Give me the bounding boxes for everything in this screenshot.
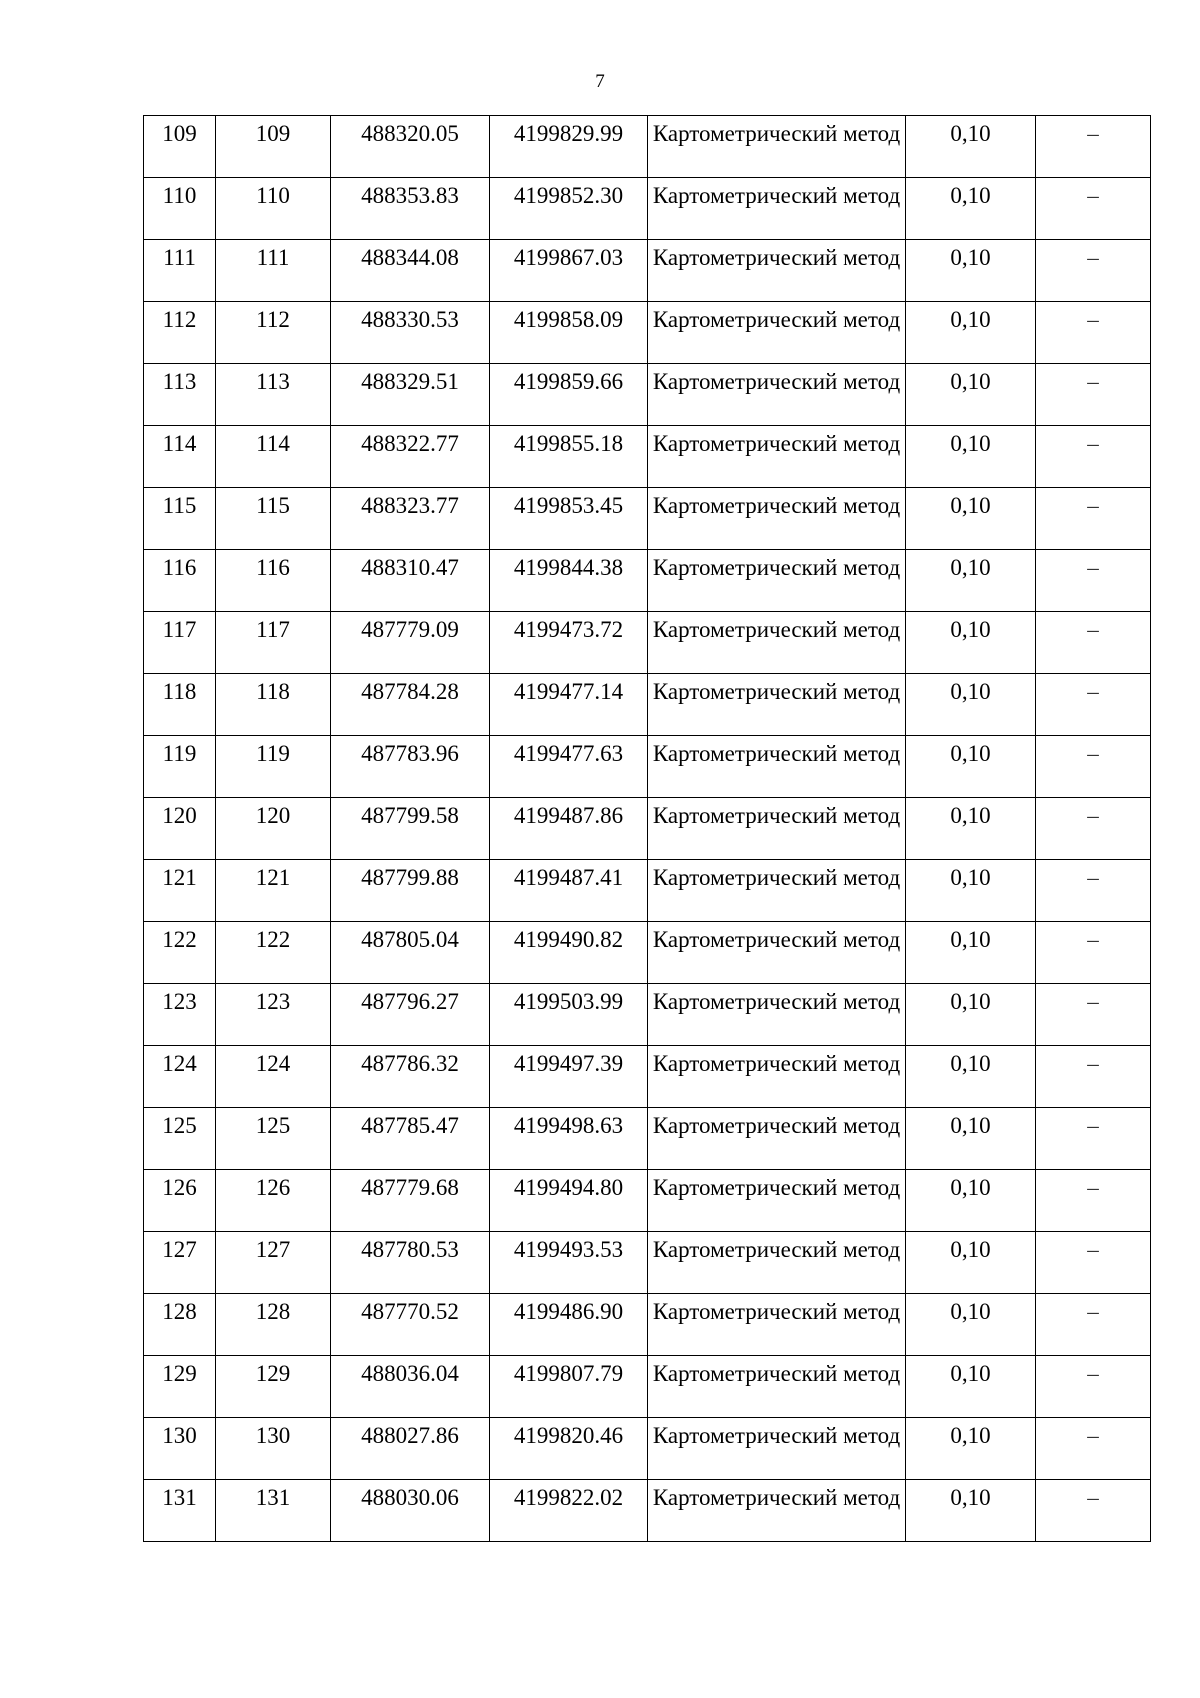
accuracy-cell: 0,10 — [906, 1046, 1036, 1108]
y-coordinate-cell: 4199844.38 — [490, 550, 648, 612]
table-row — [144, 302, 1151, 364]
point-number-cell: 111 — [144, 240, 216, 302]
accuracy-cell: 0,10 — [906, 1170, 1036, 1232]
table-row — [144, 240, 1151, 302]
table-row — [144, 736, 1151, 798]
point-number-cell: 125 — [144, 1108, 216, 1170]
note-cell: – — [1036, 550, 1151, 612]
table-row — [144, 178, 1151, 240]
y-coordinate-cell: 4199497.39 — [490, 1046, 648, 1108]
y-coordinate-cell: 4199855.18 — [490, 426, 648, 488]
y-coordinate-cell: 4199477.63 — [490, 736, 648, 798]
y-coordinate-cell: 4199498.63 — [490, 1108, 648, 1170]
accuracy-cell: 0,10 — [906, 426, 1036, 488]
table-row — [144, 488, 1151, 550]
table-row — [144, 1418, 1151, 1480]
x-coordinate-cell: 488030.06 — [331, 1480, 490, 1542]
x-coordinate-cell: 488310.47 — [331, 550, 490, 612]
accuracy-cell: 0,10 — [906, 178, 1036, 240]
method-cell: Картометрический метод — [648, 860, 906, 922]
method-cell: Картометрический метод — [648, 1170, 906, 1232]
point-number-alt-cell: 116 — [216, 550, 331, 612]
point-number-cell: 114 — [144, 426, 216, 488]
note-cell: – — [1036, 116, 1151, 178]
accuracy-cell: 0,10 — [906, 116, 1036, 178]
point-number-alt-cell: 123 — [216, 984, 331, 1046]
point-number-alt-cell: 113 — [216, 364, 331, 426]
x-coordinate-cell: 488027.86 — [331, 1418, 490, 1480]
point-number-alt-cell: 124 — [216, 1046, 331, 1108]
table-row — [144, 612, 1151, 674]
point-number-cell: 129 — [144, 1356, 216, 1418]
note-cell: – — [1036, 488, 1151, 550]
method-cell: Картометрический метод — [648, 984, 906, 1046]
note-cell: – — [1036, 302, 1151, 364]
table-row — [144, 116, 1151, 178]
accuracy-cell: 0,10 — [906, 612, 1036, 674]
point-number-cell: 130 — [144, 1418, 216, 1480]
y-coordinate-cell: 4199490.82 — [490, 922, 648, 984]
point-number-cell: 128 — [144, 1294, 216, 1356]
point-number-cell: 113 — [144, 364, 216, 426]
coordinates-table — [143, 115, 1151, 1542]
note-cell: – — [1036, 1170, 1151, 1232]
point-number-cell: 121 — [144, 860, 216, 922]
point-number-cell: 131 — [144, 1480, 216, 1542]
accuracy-cell: 0,10 — [906, 674, 1036, 736]
point-number-alt-cell: 127 — [216, 1232, 331, 1294]
point-number-cell: 123 — [144, 984, 216, 1046]
x-coordinate-cell: 487799.88 — [331, 860, 490, 922]
accuracy-cell: 0,10 — [906, 1480, 1036, 1542]
point-number-alt-cell: 110 — [216, 178, 331, 240]
point-number-alt-cell: 109 — [216, 116, 331, 178]
method-cell: Картометрический метод — [648, 1108, 906, 1170]
x-coordinate-cell: 487780.53 — [331, 1232, 490, 1294]
y-coordinate-cell: 4199852.30 — [490, 178, 648, 240]
x-coordinate-cell: 488329.51 — [331, 364, 490, 426]
table-row — [144, 674, 1151, 736]
note-cell: – — [1036, 1356, 1151, 1418]
note-cell: – — [1036, 1294, 1151, 1356]
table-row — [144, 984, 1151, 1046]
y-coordinate-cell: 4199822.02 — [490, 1480, 648, 1542]
method-cell: Картометрический метод — [648, 1294, 906, 1356]
accuracy-cell: 0,10 — [906, 240, 1036, 302]
y-coordinate-cell: 4199829.99 — [490, 116, 648, 178]
note-cell: – — [1036, 178, 1151, 240]
table-row — [144, 1294, 1151, 1356]
note-cell: – — [1036, 984, 1151, 1046]
point-number-cell: 124 — [144, 1046, 216, 1108]
x-coordinate-cell: 487779.68 — [331, 1170, 490, 1232]
accuracy-cell: 0,10 — [906, 1108, 1036, 1170]
x-coordinate-cell: 487783.96 — [331, 736, 490, 798]
point-number-cell: 120 — [144, 798, 216, 860]
note-cell: – — [1036, 240, 1151, 302]
x-coordinate-cell: 487770.52 — [331, 1294, 490, 1356]
point-number-alt-cell: 126 — [216, 1170, 331, 1232]
accuracy-cell: 0,10 — [906, 922, 1036, 984]
x-coordinate-cell: 488330.53 — [331, 302, 490, 364]
note-cell: – — [1036, 922, 1151, 984]
table-row — [144, 1232, 1151, 1294]
point-number-alt-cell: 120 — [216, 798, 331, 860]
y-coordinate-cell: 4199858.09 — [490, 302, 648, 364]
x-coordinate-cell: 488320.05 — [331, 116, 490, 178]
x-coordinate-cell: 487805.04 — [331, 922, 490, 984]
table-row — [144, 1480, 1151, 1542]
method-cell: Картометрический метод — [648, 1232, 906, 1294]
method-cell: Картометрический метод — [648, 426, 906, 488]
accuracy-cell: 0,10 — [906, 488, 1036, 550]
note-cell: – — [1036, 736, 1151, 798]
point-number-cell: 117 — [144, 612, 216, 674]
y-coordinate-cell: 4199477.14 — [490, 674, 648, 736]
accuracy-cell: 0,10 — [906, 1232, 1036, 1294]
method-cell: Картометрический метод — [648, 922, 906, 984]
x-coordinate-cell: 487799.58 — [331, 798, 490, 860]
accuracy-cell: 0,10 — [906, 1418, 1036, 1480]
point-number-alt-cell: 118 — [216, 674, 331, 736]
method-cell: Картометрический метод — [648, 116, 906, 178]
accuracy-cell: 0,10 — [906, 736, 1036, 798]
x-coordinate-cell: 487796.27 — [331, 984, 490, 1046]
y-coordinate-cell: 4199493.53 — [490, 1232, 648, 1294]
x-coordinate-cell: 488322.77 — [331, 426, 490, 488]
point-number-alt-cell: 117 — [216, 612, 331, 674]
method-cell: Картометрический метод — [648, 612, 906, 674]
accuracy-cell: 0,10 — [906, 798, 1036, 860]
method-cell: Картометрический метод — [648, 178, 906, 240]
y-coordinate-cell: 4199867.03 — [490, 240, 648, 302]
point-number-alt-cell: 114 — [216, 426, 331, 488]
note-cell: – — [1036, 1418, 1151, 1480]
y-coordinate-cell: 4199487.41 — [490, 860, 648, 922]
table-row — [144, 426, 1151, 488]
x-coordinate-cell: 487784.28 — [331, 674, 490, 736]
y-coordinate-cell: 4199820.46 — [490, 1418, 648, 1480]
note-cell: – — [1036, 860, 1151, 922]
table-row — [144, 922, 1151, 984]
point-number-alt-cell: 115 — [216, 488, 331, 550]
accuracy-cell: 0,10 — [906, 984, 1036, 1046]
note-cell: – — [1036, 426, 1151, 488]
point-number-alt-cell: 130 — [216, 1418, 331, 1480]
point-number-alt-cell: 112 — [216, 302, 331, 364]
point-number-cell: 110 — [144, 178, 216, 240]
x-coordinate-cell: 488036.04 — [331, 1356, 490, 1418]
point-number-alt-cell: 122 — [216, 922, 331, 984]
y-coordinate-cell: 4199487.86 — [490, 798, 648, 860]
point-number-alt-cell: 121 — [216, 860, 331, 922]
point-number-alt-cell: 129 — [216, 1356, 331, 1418]
x-coordinate-cell: 487786.32 — [331, 1046, 490, 1108]
note-cell: – — [1036, 798, 1151, 860]
point-number-alt-cell: 111 — [216, 240, 331, 302]
point-number-cell: 118 — [144, 674, 216, 736]
method-cell: Картометрический метод — [648, 240, 906, 302]
x-coordinate-cell: 487779.09 — [331, 612, 490, 674]
accuracy-cell: 0,10 — [906, 1294, 1036, 1356]
y-coordinate-cell: 4199853.45 — [490, 488, 648, 550]
table-row — [144, 1046, 1151, 1108]
note-cell: – — [1036, 1046, 1151, 1108]
point-number-alt-cell: 131 — [216, 1480, 331, 1542]
y-coordinate-cell: 4199859.66 — [490, 364, 648, 426]
y-coordinate-cell: 4199807.79 — [490, 1356, 648, 1418]
note-cell: – — [1036, 612, 1151, 674]
accuracy-cell: 0,10 — [906, 302, 1036, 364]
point-number-cell: 119 — [144, 736, 216, 798]
point-number-cell: 115 — [144, 488, 216, 550]
method-cell: Картометрический метод — [648, 674, 906, 736]
point-number-cell: 109 — [144, 116, 216, 178]
table-row — [144, 550, 1151, 612]
accuracy-cell: 0,10 — [906, 1356, 1036, 1418]
note-cell: – — [1036, 1108, 1151, 1170]
table-row — [144, 364, 1151, 426]
method-cell: Картометрический метод — [648, 1356, 906, 1418]
method-cell: Картометрический метод — [648, 488, 906, 550]
table-row — [144, 798, 1151, 860]
method-cell: Картометрический метод — [648, 302, 906, 364]
y-coordinate-cell: 4199503.99 — [490, 984, 648, 1046]
method-cell: Картометрический метод — [648, 1046, 906, 1108]
point-number-cell: 127 — [144, 1232, 216, 1294]
note-cell: – — [1036, 364, 1151, 426]
x-coordinate-cell: 488353.83 — [331, 178, 490, 240]
x-coordinate-cell: 488323.77 — [331, 488, 490, 550]
point-number-alt-cell: 128 — [216, 1294, 331, 1356]
x-coordinate-cell: 488344.08 — [331, 240, 490, 302]
y-coordinate-cell: 4199473.72 — [490, 612, 648, 674]
table-body — [144, 116, 1151, 1542]
point-number-cell: 116 — [144, 550, 216, 612]
method-cell: Картометрический метод — [648, 736, 906, 798]
table-row — [144, 1170, 1151, 1232]
y-coordinate-cell: 4199486.90 — [490, 1294, 648, 1356]
note-cell: – — [1036, 674, 1151, 736]
method-cell: Картометрический метод — [648, 1418, 906, 1480]
page-number: 7 — [595, 71, 605, 92]
point-number-cell: 126 — [144, 1170, 216, 1232]
accuracy-cell: 0,10 — [906, 364, 1036, 426]
method-cell: Картометрический метод — [648, 550, 906, 612]
method-cell: Картометрический метод — [648, 364, 906, 426]
x-coordinate-cell: 487785.47 — [331, 1108, 490, 1170]
method-cell: Картометрический метод — [648, 1480, 906, 1542]
method-cell: Картометрический метод — [648, 798, 906, 860]
point-number-alt-cell: 125 — [216, 1108, 331, 1170]
table-row — [144, 860, 1151, 922]
y-coordinate-cell: 4199494.80 — [490, 1170, 648, 1232]
table-row — [144, 1356, 1151, 1418]
note-cell: – — [1036, 1232, 1151, 1294]
point-number-alt-cell: 119 — [216, 736, 331, 798]
point-number-cell: 112 — [144, 302, 216, 364]
table-row — [144, 1108, 1151, 1170]
accuracy-cell: 0,10 — [906, 860, 1036, 922]
note-cell: – — [1036, 1480, 1151, 1542]
point-number-cell: 122 — [144, 922, 216, 984]
accuracy-cell: 0,10 — [906, 550, 1036, 612]
